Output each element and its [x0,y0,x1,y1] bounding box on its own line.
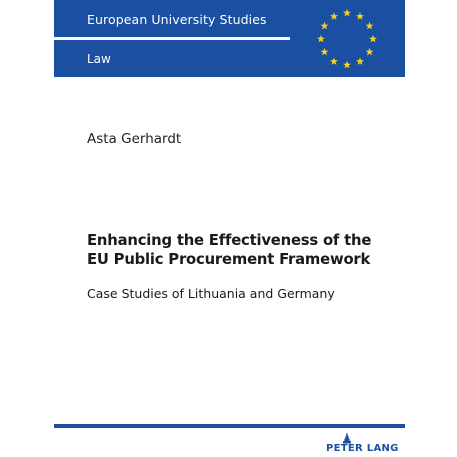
book-subtitle: Case Studies of Lithuania and Germany [87,286,335,301]
publisher-name: PETER LANG [326,443,399,454]
eu-star [366,22,374,30]
eu-star [330,57,338,65]
eu-star [356,12,364,20]
series-title: European University Studies [87,12,267,27]
eu-star [366,48,374,56]
footer-divider [54,424,405,428]
series-divider [54,37,290,40]
eu-stars-icon [314,6,380,72]
eu-star [369,35,377,43]
eu-star [320,48,328,56]
series-subject: Law [87,52,111,66]
series-banner [54,0,405,77]
book-title-line-1: Enhancing the Effectiveness of the [87,232,372,249]
eu-star [330,12,338,20]
eu-star [343,9,351,17]
book-title-line-2: EU Public Procurement Framework [87,251,371,268]
eu-star [320,22,328,30]
author-name: Asta Gerhardt [87,131,182,147]
eu-star [356,57,364,65]
eu-star [317,35,325,43]
eu-star [343,61,351,69]
book-title [87,231,407,269]
